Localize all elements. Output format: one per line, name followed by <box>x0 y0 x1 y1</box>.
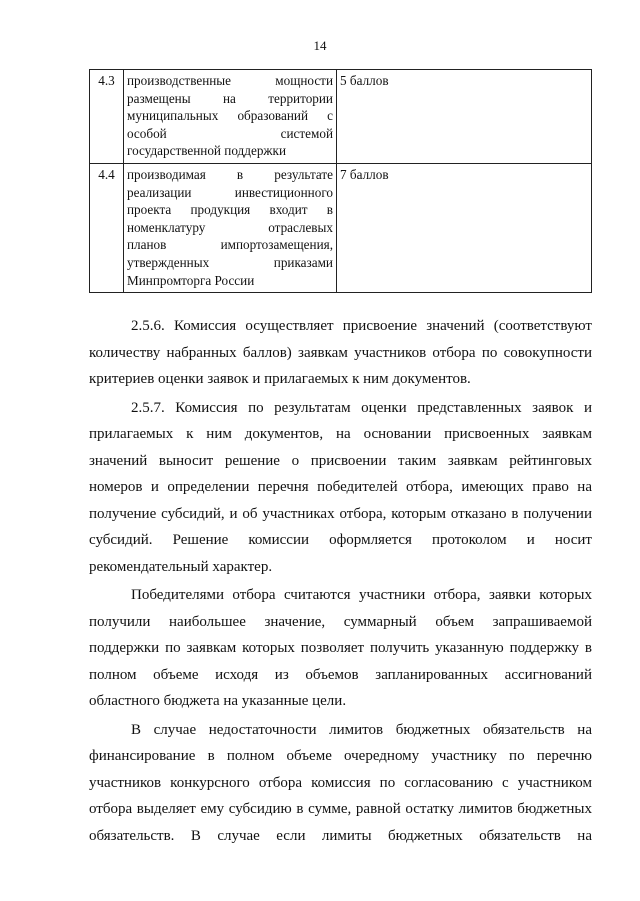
text-line: В случае недостаточности лимитов бюджетных обязательств на <box>131 721 592 738</box>
text-line: обязательств. В случае если лимиты бюджетных обязательств на <box>89 827 592 844</box>
text-line: получили наибольшее значение, суммарный объем запрашиваемой <box>89 613 592 630</box>
text-line: отбора выделяет ему субсидию в сумме, равной остатку лимитов бюджетных <box>89 801 592 817</box>
table-row <box>90 163 592 292</box>
text-line: Победителями отбора считаются участники отбора, заявки которых <box>131 587 592 603</box>
criterion-line: утвержденных приказами <box>127 254 333 270</box>
criterion-line: муниципальных образований с <box>127 108 333 124</box>
page-number: 14 <box>313 38 327 53</box>
text-line: 2.5.6. Комиссия осуществляет присвоение значений (соответствуют <box>131 318 592 334</box>
text-line: прилагаемых к ним документов, на основании присвоенных заявкам <box>89 426 592 442</box>
text-line: полном объеме исходя из объемов запланированных ассигнований <box>89 666 592 683</box>
text-line: субсидий. Решение комиссии оформляется протоколом и носит <box>89 532 592 548</box>
body-text <box>89 313 592 851</box>
criterion-text <box>124 70 337 164</box>
text-line: критериев оценки заявок и прилагаемых к ним документов. <box>89 371 471 387</box>
criterion-line: государственной поддержки <box>127 143 286 159</box>
criterion-line: номенклатуру отраслевых <box>127 219 333 235</box>
criterion-number: 4.3 <box>90 70 124 164</box>
text-line: получение субсидий, и об участниках отбора, которым отказано в получении <box>89 505 592 522</box>
text-line: 2.5.7. Комиссия по результатам оценки представленных заявок и <box>131 399 592 416</box>
criterion-number: 4.4 <box>90 163 124 292</box>
text-line: рекомендательный характер. <box>89 558 273 575</box>
paragraph-2-5-6 <box>89 313 592 393</box>
text-line: значений выносит решение о присвоении таким заявкам рейтинговых <box>89 452 592 469</box>
criterion-line: особой системой <box>127 125 333 141</box>
criterion-score: 7 баллов <box>337 163 592 292</box>
criteria-table <box>89 69 592 293</box>
criterion-line: Минпромторга России <box>127 272 255 288</box>
text-line: финансирование в полном объеме очередному участнику по перечню <box>89 748 592 764</box>
text-line: номеров и определении перечня победителей отбора, имеющих право на <box>89 479 592 495</box>
text-line: количеству набранных баллов) заявкам участников отбора по совокупности <box>89 344 592 361</box>
paragraph-limits <box>89 717 592 850</box>
criterion-line: размещены на территории <box>127 90 333 106</box>
paragraph-2-5-7 <box>89 395 592 581</box>
criterion-line: проекта продукция входит в <box>127 202 333 218</box>
text-line: участников конкурсного отбора комиссия по согласованию с участником <box>89 774 592 791</box>
criterion-line: производимая в результате <box>127 166 333 182</box>
text-line: поддержки по заявкам которых позволяет получить указанную поддержку в <box>89 640 592 656</box>
paragraph-winners <box>89 582 592 715</box>
criterion-text <box>124 163 337 292</box>
criterion-line: производственные мощности <box>127 73 333 88</box>
criterion-line: реализации инвестиционного <box>127 184 333 200</box>
criterion-line: планов импортозамещения, <box>127 237 333 253</box>
text-line: областного бюджета на указанные цели. <box>89 693 347 709</box>
criterion-score: 5 баллов <box>337 70 592 164</box>
table-row <box>90 70 592 164</box>
